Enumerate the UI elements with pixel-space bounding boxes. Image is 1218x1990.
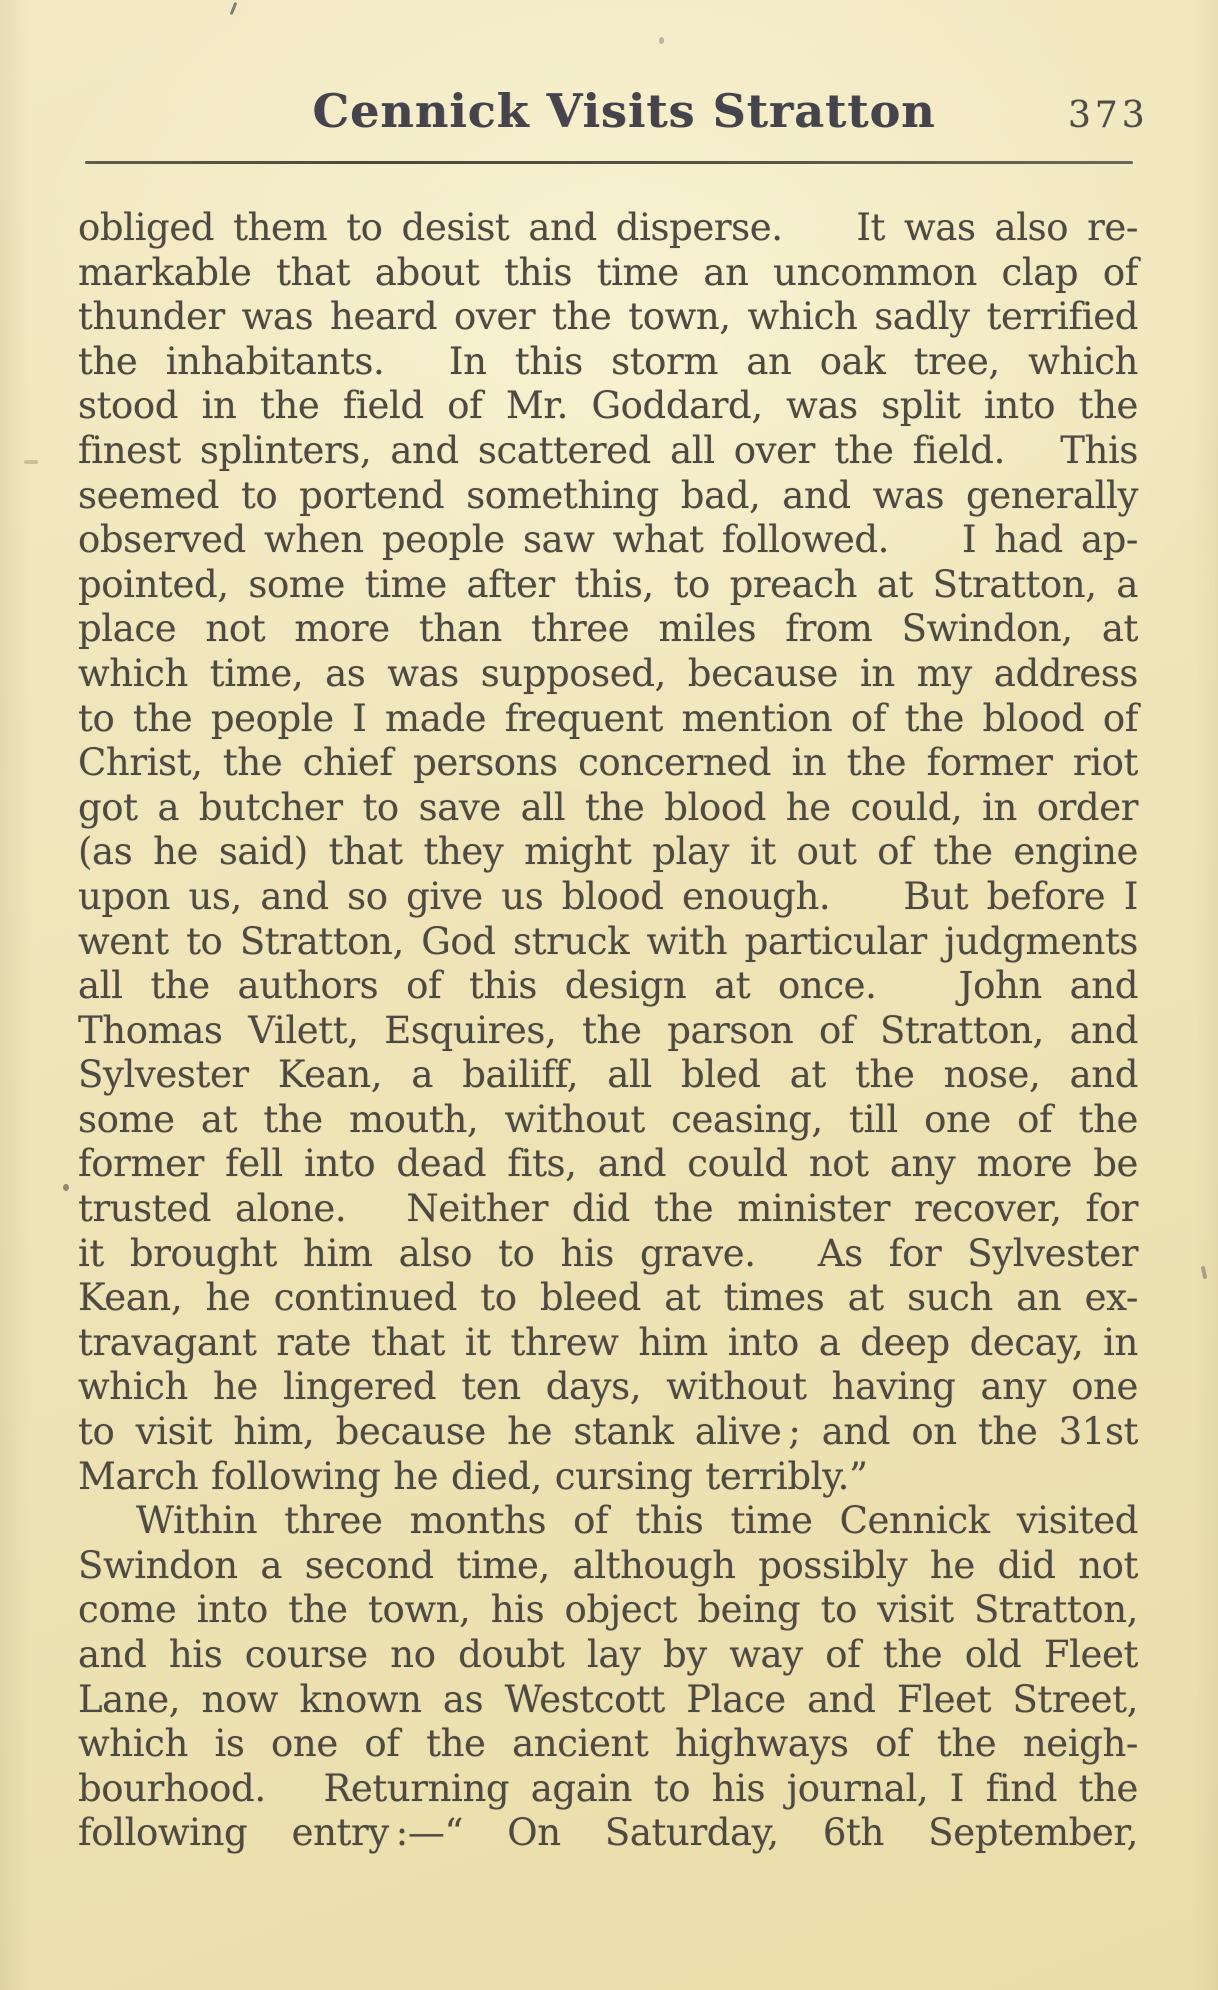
text-line: it brought him also to his grave. As for Sylvester bbox=[78, 1231, 1138, 1275]
scan-artifact-stroke bbox=[1201, 1266, 1208, 1280]
page-text bbox=[78, 206, 1138, 1856]
text-line: trusted alone. Neither did the minister recover, for bbox=[78, 1187, 1138, 1231]
running-header-title: Cennick Visits Stratton bbox=[312, 84, 936, 138]
text-line: Kean, he continued to bleed at times at such an ex- bbox=[78, 1276, 1138, 1320]
text-line: pointed, some time after this, to preach at Stratton, a bbox=[78, 562, 1138, 606]
text-line: Thomas Vilett, Esquires, the parson of Stratton, and bbox=[78, 1008, 1138, 1052]
scan-artifact-dash bbox=[24, 460, 38, 464]
header-rule bbox=[85, 161, 1133, 164]
text-line: Sylvester Kean, a bailiff, all bled at the nose, and bbox=[78, 1053, 1138, 1097]
text-line: bourhood. Returning again to his journal, I find the bbox=[78, 1766, 1138, 1810]
text-line: went to Stratton, God struck with particular judgments bbox=[78, 919, 1138, 963]
text-line: all the authors of this design at once. John and bbox=[78, 964, 1138, 1008]
text-line: markable that about this time an uncommon clap of bbox=[78, 250, 1138, 294]
text-line: to the people I made frequent mention of the blood of bbox=[78, 696, 1138, 740]
text-line: travagant rate that it threw him into a deep decay, in bbox=[78, 1320, 1138, 1364]
text-line: obliged them to desist and disperse. It was also re- bbox=[78, 206, 1138, 249]
text-line: former fell into dead fits, and could not any more be bbox=[78, 1142, 1138, 1186]
scan-artifact-tick bbox=[230, 2, 238, 15]
text-line: the inhabitants. In this storm an oak tree, which bbox=[78, 339, 1138, 383]
scan-artifact-speck bbox=[659, 37, 664, 44]
text-line: Christ, the chief persons concerned in the former riot bbox=[78, 741, 1138, 785]
scan-artifact-dot bbox=[63, 1184, 69, 1191]
text-line: seemed to portend something bad, and was generally bbox=[78, 473, 1138, 517]
text-line: finest splinters, and scattered all over the field. This bbox=[78, 428, 1138, 472]
text-line: Within three months of this time Cennick visited bbox=[136, 1499, 1138, 1543]
text-line: observed when people saw what followed. I had ap- bbox=[78, 518, 1138, 562]
text-line: which time, as was supposed, because in my address bbox=[78, 651, 1138, 695]
text-line: come into the town, his object being to visit Stratton, bbox=[78, 1588, 1138, 1632]
running-header bbox=[0, 84, 1218, 138]
text-line: which he lingered ten days, without having any one bbox=[78, 1365, 1138, 1409]
text-line: to visit him, because he stank alive ; and on the 31st bbox=[78, 1410, 1138, 1454]
text-line: Lane, now known as Westcott Place and Fleet Street, bbox=[78, 1677, 1138, 1721]
text-line: stood in the field of Mr. Goddard, was split into the bbox=[78, 384, 1138, 428]
text-line: place not more than three miles from Swindon, at bbox=[78, 607, 1138, 651]
text-line: following entry :—“ On Saturday, 6th September, bbox=[78, 1811, 1138, 1855]
text-line: upon us, and so give us blood enough. But before I bbox=[78, 874, 1138, 918]
page-number: 373 bbox=[1068, 95, 1149, 136]
text-line: (as he said) that they might play it out of the engine bbox=[78, 830, 1138, 874]
text-line: and his course no doubt lay by way of the old Fleet bbox=[78, 1633, 1138, 1676]
text-line: March following he died, cursing terribly.” bbox=[78, 1454, 868, 1498]
text-line: Swindon a second time, although possibly he did not bbox=[78, 1543, 1138, 1587]
text-line: which is one of the ancient highways of the neigh- bbox=[78, 1722, 1138, 1766]
text-line: thunder was heard over the town, which sadly terrified bbox=[78, 295, 1138, 339]
text-line: got a butcher to save all the blood he could, in order bbox=[78, 785, 1138, 829]
text-line: some at the mouth, without ceasing, till one of the bbox=[78, 1097, 1138, 1141]
